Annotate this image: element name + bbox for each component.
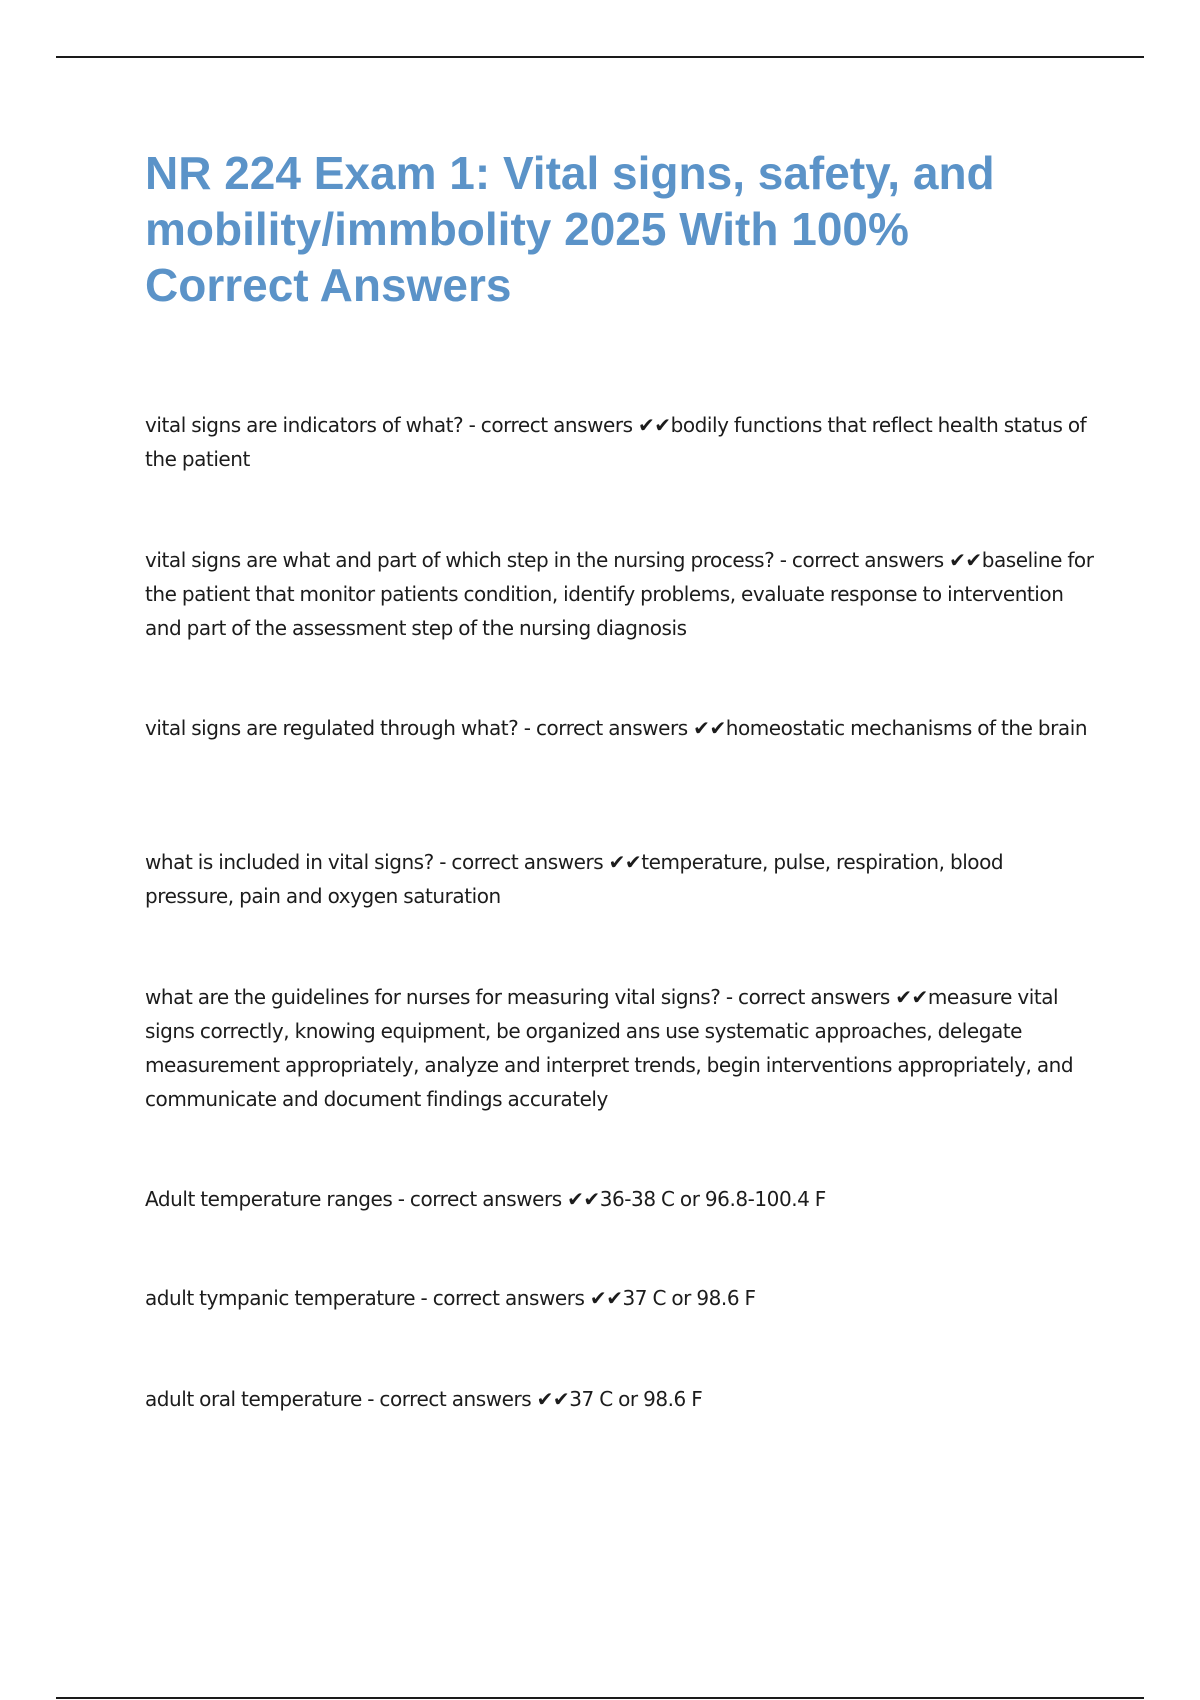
answer-marker: correct answers ✔✔ xyxy=(409,1187,600,1211)
separator: - xyxy=(720,985,739,1009)
separator: - xyxy=(463,413,481,437)
top-rule xyxy=(56,56,1144,58)
question-text: vital signs are regulated through what? xyxy=(145,716,519,740)
qa-item xyxy=(145,408,1095,476)
bottom-rule xyxy=(56,1697,1144,1699)
qa-item xyxy=(145,980,1095,1116)
answer-marker: correct answers ✔✔ xyxy=(379,1387,570,1411)
separator: - xyxy=(415,1286,433,1310)
answer-marker: correct answers ✔✔ xyxy=(480,413,671,437)
answer-marker: correct answers ✔✔ xyxy=(432,1286,623,1310)
qa-item xyxy=(145,543,1095,645)
question-text: what is included in vital signs? xyxy=(145,850,434,874)
qa-item xyxy=(145,845,1095,913)
answer-text: 37 C or 98.6 F xyxy=(569,1387,703,1411)
answer-text: temperature, pulse, respiration, blood pressure, pain and oxygen saturation xyxy=(145,850,1004,908)
qa-item xyxy=(145,1382,1095,1416)
answer-text: 36-38 C or 96.8-100.4 F xyxy=(599,1187,826,1211)
answer-marker: correct answers ✔✔ xyxy=(451,850,642,874)
qa-item xyxy=(145,1281,1095,1315)
answer-text: 37 C or 98.6 F xyxy=(622,1286,756,1310)
qa-item xyxy=(145,711,1095,745)
separator: - xyxy=(518,716,536,740)
separator: - xyxy=(392,1187,410,1211)
answer-text: measure vital signs correctly, knowing equipment, be organized ans use systematic approaches, delegate measurement appropriately, analyze and interpret trends, begin interventions appropriately, and communicate and document findings accurately xyxy=(145,985,1074,1111)
separator: - xyxy=(774,548,792,572)
answer-marker: correct answers ✔✔ xyxy=(535,716,726,740)
answer-marker: correct answers ✔✔ xyxy=(791,548,982,572)
question-text: adult tympanic temperature xyxy=(145,1286,416,1310)
answer-text: homeostatic mechanisms of the brain xyxy=(725,716,1088,740)
qa-item xyxy=(145,1182,1095,1216)
question-text: vital signs are indicators of what? xyxy=(145,413,464,437)
document-title: NR 224 Exam 1: Vital signs, safety, and mobility/immbolity 2025 With 100% Correct Answers xyxy=(145,147,995,311)
separator: - xyxy=(433,850,452,874)
answer-text: baseline for the patient that monitor patients condition, identify problems, evaluate response to intervention and part of the assessment step of the nursing diagnosis xyxy=(145,548,1094,640)
answer-text: bodily functions that reflect health status of the patient xyxy=(145,413,1087,471)
question-text: what are the guidelines for nurses for measuring vital signs? xyxy=(145,985,721,1009)
question-text: adult oral temperature xyxy=(145,1387,362,1411)
answer-marker: correct answers ✔✔ xyxy=(738,985,928,1009)
question-text: Adult temperature ranges xyxy=(145,1187,393,1211)
separator: - xyxy=(361,1387,380,1411)
question-text: vital signs are what and part of which step in the nursing process? xyxy=(145,548,775,572)
